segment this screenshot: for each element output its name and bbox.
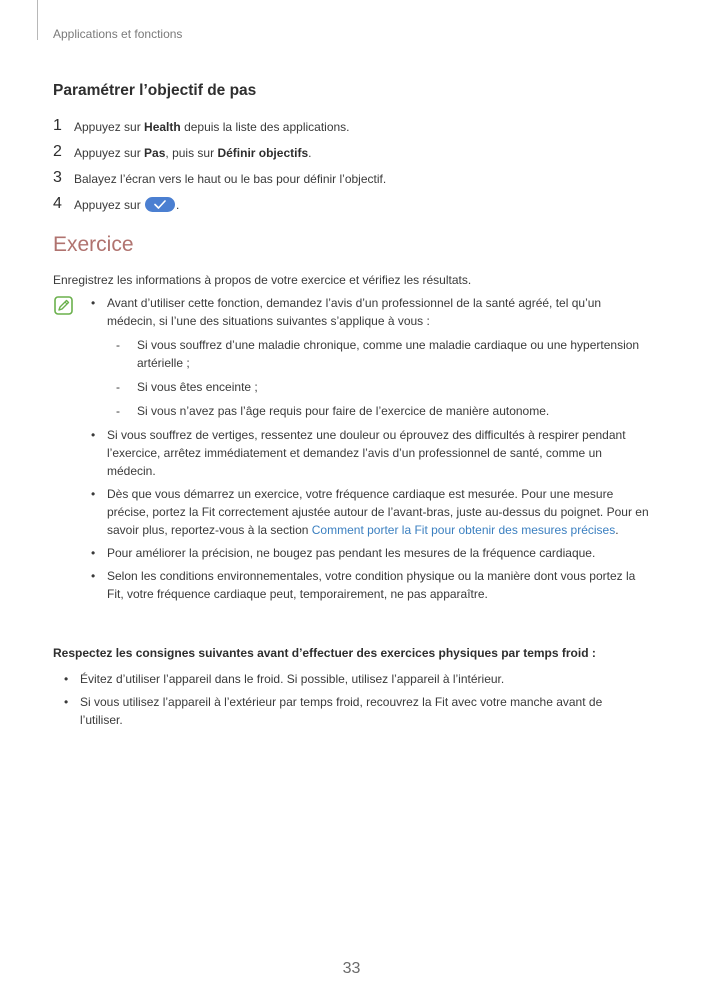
list-item: • Si vous utilisez l’appareil à l’extérieur par temps froid, recouvrez la Fit avec votre manche avant de l’utiliser.	[64, 693, 644, 729]
steps-heading: Paramétrer l’objectif de pas	[53, 82, 257, 99]
step-text: Balayez l’écran vers le haut ou le bas pour définir l’objectif.	[74, 172, 387, 186]
cold-weather-list	[64, 670, 644, 734]
step-number: 2	[53, 143, 62, 160]
step-number: 4	[53, 195, 62, 212]
sub-list-item: - Si vous n’avez pas l’âge requis pour faire de l’exercice de manière autonome.	[91, 402, 651, 420]
page-number: 33	[342, 960, 361, 977]
cold-weather-heading: Respectez les consignes suivantes avant d’effectuer des exercices physiques par temps froid :	[53, 646, 596, 660]
sub-list-item: - Si vous êtes enceinte ;	[91, 378, 651, 396]
step-item	[53, 142, 673, 168]
exercise-heading: Exercice	[53, 233, 134, 256]
header-section-title: Applications et fonctions	[53, 27, 183, 41]
check-icon	[145, 197, 175, 212]
header-divider	[37, 0, 38, 40]
note-icon	[54, 296, 73, 315]
step-item	[53, 194, 673, 220]
steps-list	[53, 116, 673, 220]
step-item	[53, 116, 673, 142]
step-text: Appuyez sur .	[74, 198, 180, 212]
list-item: • Selon les conditions environnementales, votre condition physique ou la manière dont vous portez la Fit, votre fréquence cardiaque peut, temporairement, ne pas apparaître.	[91, 567, 651, 603]
sub-list	[91, 336, 651, 420]
step-number: 3	[53, 169, 62, 186]
list-item: • Évitez d’utiliser l’appareil dans le froid. Si possible, utilisez l’appareil à l’intérieur.	[64, 670, 644, 688]
sub-list-item: - Si vous souffrez d’une maladie chronique, comme une maladie cardiaque ou une hypertension artérielle ;	[91, 336, 651, 372]
step-item	[53, 168, 673, 194]
step-number: 1	[53, 117, 62, 134]
list-item: • Pour améliorer la précision, ne bougez pas pendant les mesures de la fréquence cardiaque.	[91, 544, 651, 562]
step-text: Appuyez sur Pas, puis sur Définir objectifs.	[74, 146, 312, 160]
exercise-notes	[91, 294, 651, 608]
fit-wearing-link[interactable]: Comment porter la Fit pour obtenir des mesures précises	[311, 523, 616, 537]
list-item: • Dès que vous démarrez un exercice, votre fréquence cardiaque est mesurée. Pour une mesure précise, portez la Fit correctement ajustée autour de l’avant-bras, juste au-dessus du poignet. Pour en savoir plus, reportez-vous à la section Comment porter la Fit pour obtenir des mesures précises.	[91, 485, 651, 539]
list-item: • Avant d’utiliser cette fonction, demandez l’avis d’un professionnel de la santé agréé, tel qu’un médecin, si l’une des situations suivantes s’applique à vous :	[91, 294, 651, 330]
list-item: • Si vous souffrez de vertiges, ressentez une douleur ou éprouvez des difficultés à respirer pendant l’exercice, arrêtez immédiatement et demandez l’avis d’un professionnel de santé, comme un médecin.	[91, 426, 651, 480]
exercise-intro: Enregistrez les informations à propos de votre exercice et vérifiez les résultats.	[53, 273, 472, 287]
step-text: Appuyez sur Health depuis la liste des applications.	[74, 120, 350, 134]
